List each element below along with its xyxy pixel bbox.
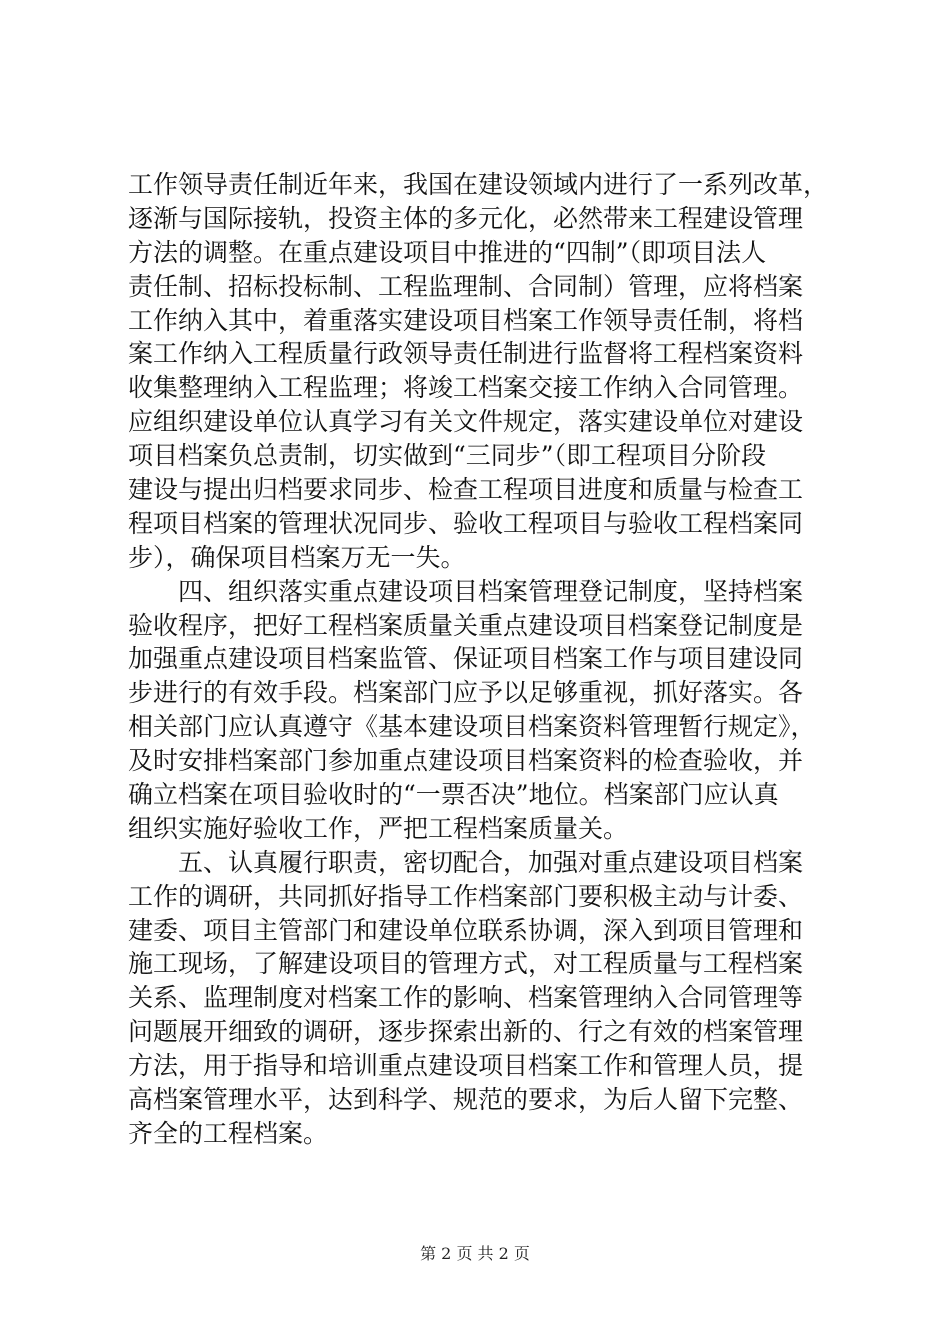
text-line: 项目档案负总责制，切实做到“三同步”（即工程项目分阶段 <box>128 441 767 471</box>
text-line: 程项目档案的管理状况同步、验收工程项目与验收工程档案同 <box>128 508 804 538</box>
text-line: 组织实施好验收工作，严把工程档案质量关。 <box>128 813 629 843</box>
text-line: 齐全的工程档案。 <box>128 1118 329 1148</box>
text-line: 问题展开细致的调研，逐步探索出新的、行之有效的档案管理 <box>128 1017 804 1047</box>
text-line: 案工作纳入工程质量行政领导责任制进行监督将工程档案资料 <box>128 339 804 369</box>
text-line: 建设与提出归档要求同步、检查工程项目进度和质量与检查工 <box>128 475 804 505</box>
text-line: 工作领导责任制近年来，我国在建设领域内进行了一系列改革， <box>128 170 829 199</box>
text-line: 方法，用于指导和培训重点建设项目档案工作和管理人员，提 <box>128 1051 804 1081</box>
text-line: 步进行的有效手段。档案部门应予以足够重视，抓好落实。各 <box>128 678 804 708</box>
text-line: 加强重点建设项目档案监管、保证项目档案工作与项目建设同 <box>128 644 804 674</box>
text-line: 高档案管理水平，达到科学、规范的要求，为后人留下完整、 <box>128 1085 804 1115</box>
text-line: 方法的调整。在重点建设项目中推进的“四制”（即项目法人 <box>128 237 767 267</box>
text-line: 应组织建设单位认真学习有关文件规定，落实建设单位对建设 <box>128 407 804 437</box>
text-line: 责任制、招标投标制、工程监理制、合同制）管理，应将档案 <box>128 271 804 301</box>
text-line: 确立档案在项目验收时的“一票否决”地位。档案部门应认真 <box>128 780 779 810</box>
text-line: 验收程序，把好工程档案质量关重点建设项目档案登记制度是 <box>128 610 804 640</box>
document-body <box>128 168 828 1151</box>
text-line: 关系、监理制度对档案工作的影响、档案管理纳入合同管理等 <box>128 983 804 1013</box>
text-line: 建委、项目主管部门和建设单位联系协调，深入到项目管理和 <box>128 915 804 945</box>
page-number-footer: 第 2 页 共 2 页 <box>420 1244 530 1263</box>
paragraph-five-first-line: 五、认真履行职责，密切配合，加强对重点建设项目档案 <box>178 847 804 877</box>
text-line: 相关部门应认真遵守《基本建设项目档案资料管理暂行规定》， <box>128 712 816 742</box>
paragraph-four-first-line: 四、组织落实重点建设项目档案管理登记制度，坚持档案 <box>178 576 804 606</box>
text-line: 收集整理纳入工程监理；将竣工档案交接工作纳入合同管理。 <box>128 373 804 403</box>
text-line: 步），确保项目档案万无一失。 <box>128 542 466 572</box>
text-line: 逐渐与国际接轨，投资主体的多元化，必然带来工程建设管理 <box>128 203 804 233</box>
text-line: 施工现场，了解建设项目的管理方式，对工程质量与工程档案 <box>128 949 804 979</box>
text-line: 工作纳入其中，着重落实建设项目档案工作领导责任制，将档 <box>128 305 804 335</box>
text-line: 及时安排档案部门参加重点建设项目档案资料的检查验收，并 <box>128 746 804 776</box>
text-line: 工作的调研，共同抓好指导工作档案部门要积极主动与计委、 <box>128 881 804 911</box>
